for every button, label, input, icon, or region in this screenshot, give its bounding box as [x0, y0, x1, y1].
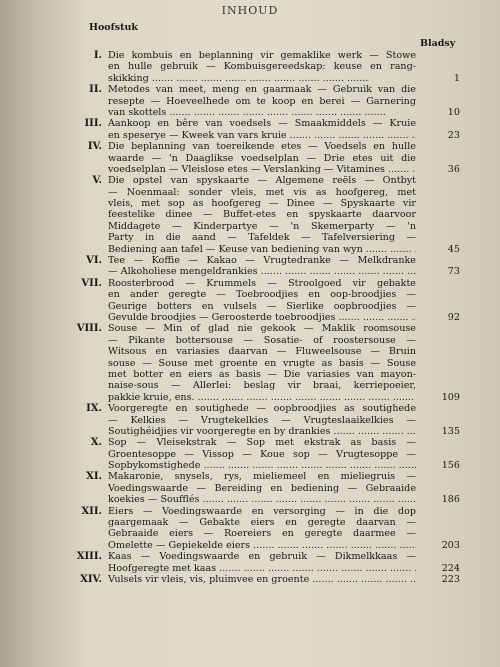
description-line: Aankoop en bêre van voedsels — Smaakmiddels — Kruie: [108, 118, 416, 130]
toc-entry: [0, 255, 500, 278]
description-line: koekies — Soufflés .....: [108, 494, 416, 505]
page-number: 92: [447, 312, 460, 323]
toc-entry: [0, 175, 500, 255]
description-line: van skottels .....: [108, 107, 416, 118]
toc-entry: [0, 574, 500, 585]
chapter-number: V.: [92, 175, 102, 187]
description-line: Omelette — Gepiekelde eiers .....: [108, 540, 416, 551]
description-line: Eiers — Voedingswaarde en versorging — in die dop: [108, 505, 416, 517]
chapter-number: VII.: [81, 277, 102, 289]
toc-entry: [0, 551, 500, 574]
description-line: Voorgeregte en soutighede — oopbroodjies as soutighede: [108, 403, 416, 415]
chapter-description: [108, 255, 416, 278]
toc-entry: [0, 278, 500, 324]
description-line: Voedingswaarde — Bereiding en bediening — Gebraaide: [108, 482, 416, 494]
description-line: Die kombuis en beplanning vir gemaklike werk — Stowe: [108, 50, 416, 61]
description-line: Bediening aan tafel — Keuse van bediening van wyn .....: [108, 244, 416, 255]
page-title: INHOUD: [221, 4, 279, 17]
chapter-number: X.: [90, 437, 102, 449]
chapter-description: [108, 175, 416, 255]
description-line: en hulle gebruik — Kombuisgereedskap: keuse en rang-: [108, 61, 416, 73]
page-number: 223: [441, 573, 460, 585]
chapter-number: VIII.: [76, 323, 102, 335]
toc-entry: [0, 84, 500, 118]
toc-entry: [0, 437, 500, 471]
description-line: souse — Souse met groente en vrugte as basis — Souse: [108, 357, 416, 369]
chapter-description: [108, 471, 416, 505]
description-line: Witsous en variasies daarvan — Fluweelsouse — Bruin: [108, 346, 416, 358]
page-column-header: Bladsy: [420, 38, 456, 49]
description-line: vleis, met sop as hoofgereg — Dinee — Spyskaarte vir: [108, 198, 416, 210]
description-line: pakkie kruie, ens. .....: [108, 392, 416, 403]
description-line: Kaas — Voedingswaarde en gebruik — Dikmelkkaas —: [108, 551, 416, 563]
description-line: Gevulde broodjies — Geroosterde toebroodjies .....: [108, 312, 416, 323]
page-number: 224: [441, 562, 460, 574]
page-number: 36: [447, 163, 460, 175]
toc-entry: [0, 141, 500, 175]
toc-entry: [0, 403, 500, 437]
toc-entry: [0, 50, 500, 84]
description-line: Metodes van meet, meng en gaarmaak — Gebruik van die: [108, 84, 416, 96]
page-number: 10: [447, 106, 460, 118]
description-line: Hoofgeregte met kaas .....: [108, 563, 416, 574]
chapter-description: [108, 551, 416, 574]
description-line: Tee — Koffie — Kakao — Vrugtedranke — Melkdranke: [108, 255, 416, 267]
chapter-description: [108, 323, 416, 403]
description-line: Geurige botters en vulsels — Sierlike oopbroodjies —: [108, 300, 416, 312]
chapter-number: II.: [89, 84, 102, 96]
page-number: 1: [453, 72, 460, 84]
chapter-number: IX.: [86, 403, 102, 415]
page-number: 135: [441, 425, 460, 437]
description-line: Gebraaide eiers — Roereiers en geregte daarmee —: [108, 528, 416, 540]
toc-entry: [0, 471, 500, 505]
chapter-number: XI.: [86, 471, 102, 483]
page-number: 203: [441, 539, 460, 551]
chapter-description: [108, 574, 416, 585]
description-line: Souse — Min of glad nie gekook — Maklik roomsouse: [108, 323, 416, 335]
description-line: Party in die aand — Tafeldek — Tafelversiering —: [108, 232, 416, 244]
description-line: — Noenmaal: sonder vleis, met vis as hoofgereg, met: [108, 186, 416, 198]
chapter-number: III.: [84, 118, 102, 130]
chapter-description: [108, 506, 416, 552]
toc-entries: [0, 50, 500, 585]
chapter-description: [108, 437, 416, 471]
description-line: Middagete — Kinderpartye — 'n Skemerparty — 'n: [108, 220, 416, 232]
description-line: Soutighéidjies vir voorgeregte en by drankies .....: [108, 426, 416, 437]
description-line: gaargemaak — Gebakte eiers en geregte daarvan —: [108, 517, 416, 529]
chapter-number: XII.: [81, 505, 102, 517]
description-line: resepte — Hoeveelhede om te koop en berei — Garnering: [108, 95, 416, 107]
toc-entry: [0, 118, 500, 141]
description-line: — Kelkies — Vrugtekelkies — Vrugteslaaikelkies —: [108, 414, 416, 426]
description-line: Sop — Vleisekstrak — Sop met ekstrak as basis —: [108, 437, 416, 449]
description-line: Makaronie, snysels, rys, mieliemeel en mieliegruis —: [108, 471, 416, 483]
chapter-number: XIII.: [76, 551, 102, 563]
description-line: — Pikante bottersouse — Sosatie- of roostersouse —: [108, 334, 416, 346]
chapter-number: I.: [93, 50, 102, 61]
description-line: waarde — 'n Daaglikse voedselplan — Drie etes uit die: [108, 152, 416, 164]
description-line: naise-sous — Allerlei: beslag vir braai, kerriepoeier,: [108, 380, 416, 392]
page-number: 45: [447, 243, 460, 255]
description-line: Roosterbrood — Krummels — Stroolgoed vir gebakte: [108, 277, 416, 289]
chapter-description: [108, 278, 416, 324]
description-line: en ander geregte — Toebroodjies en oop-broodjies —: [108, 289, 416, 301]
chapter-description: [108, 141, 416, 175]
description-line: skikking .....: [108, 73, 416, 84]
description-line: Vulsels vir vleis, vis, pluimvee en groente .....: [108, 574, 416, 585]
chapter-description: [108, 50, 416, 84]
description-line: en speserye — Kweek van vars kruie .....: [108, 130, 416, 141]
chapter-description: [108, 118, 416, 141]
description-line: feestelike dinee — Buffet-etes en spyskaarte daarvoor: [108, 209, 416, 221]
chapter-description: [108, 84, 416, 118]
chapter-number: XIV.: [80, 573, 102, 585]
chapter-number: IV.: [87, 141, 102, 153]
description-line: Sopbykomstighede .....: [108, 460, 416, 471]
description-line: met botter en eiers as basis — Die variasies van mayon-: [108, 368, 416, 380]
page-number: 156: [441, 460, 460, 472]
chapter-description: [108, 403, 416, 437]
chapter-column-header: Hoofstuk: [89, 22, 138, 33]
description-line: Die opstel van spyskaarte — Algemene reëls — Ontbyt: [108, 175, 416, 187]
description-line: — Alkoholiese mengeldrankies .....: [108, 266, 416, 277]
toc-entry: [0, 323, 500, 403]
page-number: 73: [447, 266, 460, 278]
description-line: Groentesoppe — Vissop — Koue sop — Vrugtesoppe —: [108, 448, 416, 460]
page-number: 186: [441, 494, 460, 506]
page-number: 109: [441, 391, 460, 403]
toc-entry: [0, 506, 500, 552]
page-number: 23: [447, 129, 460, 141]
description-line: Die beplanning van toereikende etes — Voedsels en hulle: [108, 141, 416, 153]
chapter-number: VI.: [86, 255, 102, 267]
description-line: voedselplan — Vleislose etes — Verslanking — Vitamines .....: [108, 164, 416, 175]
